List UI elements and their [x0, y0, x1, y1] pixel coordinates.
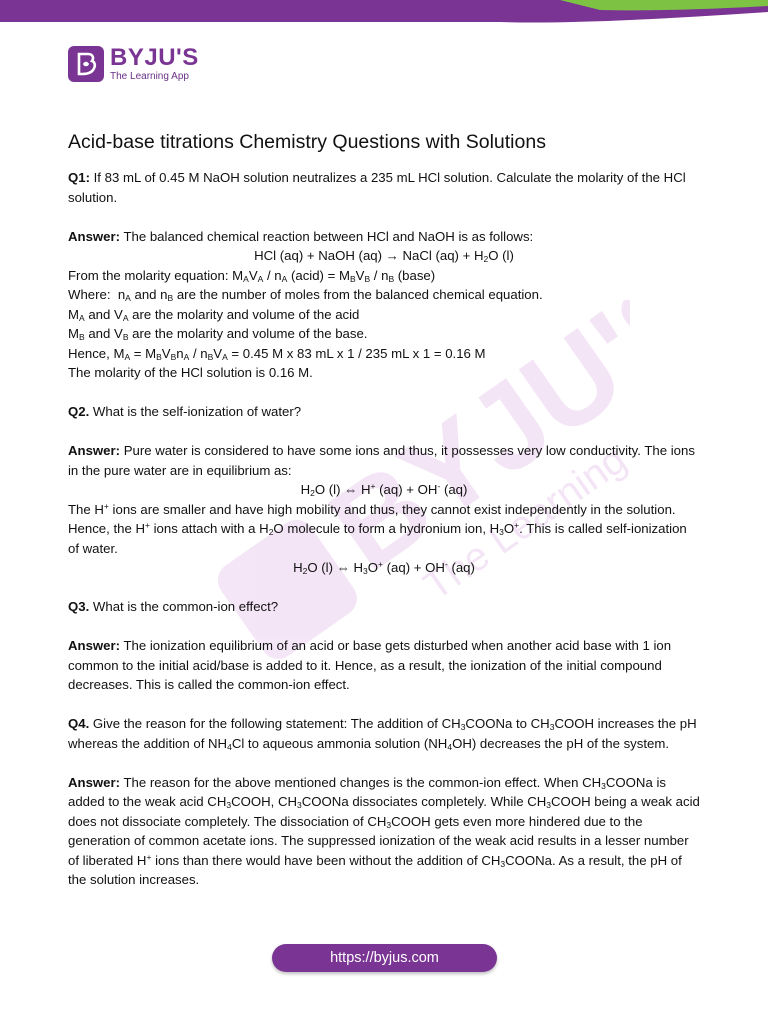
- answer-1-intro: Answer: The balanced chemical reaction between HCl and NaOH is as follows:: [68, 228, 534, 244]
- answer-2-intro: Answer: Pure water is considered to have some ions and thus, it possesses very low conductivity. The ions in the pure water are in equilibrium as:: [68, 443, 695, 478]
- hydronium-equation: $H_2O$ (l) ⇔ $H_3O^+$ (aq) + OH- (aq): [293, 559, 475, 576]
- acid-definition: $M_A$ and $V_A$ are the molarity and volume of the acid: [68, 306, 360, 323]
- molarity-equation: From the molarity equation: $M_AV_A / n_A$ (acid) = $M_BV_B / n_B$ (base): [68, 267, 436, 284]
- logo-name: BYJU'S: [110, 44, 199, 71]
- calculation-line: Hence, $M_A = M_BV_Bn_A / n_BV_A = 0.45$ M x 83 mL x 1 / 235 mL x 1 = 0.16 M: [68, 345, 486, 362]
- top-decorative-band: [0, 0, 768, 26]
- where-line: Where: $n_A$ and $n_B$ are the number of moles from the balanced chemical equation.: [68, 287, 543, 303]
- svg-text:The Learning App: The Learning App: [415, 391, 630, 609]
- question-1: Q1: If 83 mL of 0.45 M NaOH solution neutralizes a 235 mL HCl solution. Calculate the molarity of the HCl solution.: [68, 170, 686, 205]
- byjus-logo: [68, 46, 199, 82]
- question-2: Q2. What is the self-ionization of water?: [68, 404, 302, 419]
- answer-2-body: The H+ ions are smaller and have high mobility and thus, they cannot exist independently in the solution. Hence, the H+ ions attach with a $H_2O$ molecule to form a hydronium ion, $H_3O^+$. This is called self-ionization of water.: [68, 500, 687, 556]
- answer-4: Answer: The reason for the above mentioned changes is the common-ion effect. When $CH_3COONa$ is added to the weak acid $CH_3COOH$, $CH_3COONa$ dissociates completely. While $CH_3COOH$ being a weak acid does not dissociate completely. The dissociation of $CH_3COOH$ gets even more hindered due to the generation of common acetate ions. The suppressed ionization of the weak acid results in a lesser number of liberated H+ ions than there would have been without the addition of $CH_3COONa$. As a result, the pH of the solution increases.: [68, 774, 700, 887]
- logo-tagline: The Learning App: [110, 71, 189, 82]
- document-body: [68, 130, 700, 890]
- water-equilibrium-equation: $H_2O$ (l) ⇔ H+ (aq) + OH- (aq): [300, 481, 468, 498]
- page-title: Acid-base titrations Chemistry Questions with Solutions: [68, 131, 546, 153]
- answer-3: Answer: The ionization equilibrium of an acid or base gets disturbed when another acid base with 1 ion common to the initial acid/base is added to it. Hence, as a result, the ionization of the initial compound decreases. This is called the common-ion effect.: [68, 638, 672, 692]
- hcl-naoh-equation: HCl (aq) + NaOH (aq) → NaCl $(aq) + H_2O$ (l): [254, 248, 514, 264]
- question-3: Q3. What is the common-ion effect?: [68, 599, 279, 614]
- base-definition: $M_B$ and $V_B$ are the molarity and volume of the base.: [68, 326, 368, 342]
- svg-text:BYJU'S: BYJU'S: [306, 300, 630, 597]
- byjus-logo-icon: [68, 46, 104, 82]
- question-4: Q4. Give the reason for the following statement: The addition of $CH_3COONa$ to $CH_3COOH$ increases the pH whereas the addition of $NH_4Cl$ to aqueous ammonia solution $(NH_4OH)$ decreases the pH of the system.: [68, 716, 697, 752]
- footer-url-link[interactable]: https://byjus.com: [272, 944, 497, 972]
- answer-1-conclusion: The molarity of the HCl solution is 0.16 M.: [68, 365, 313, 380]
